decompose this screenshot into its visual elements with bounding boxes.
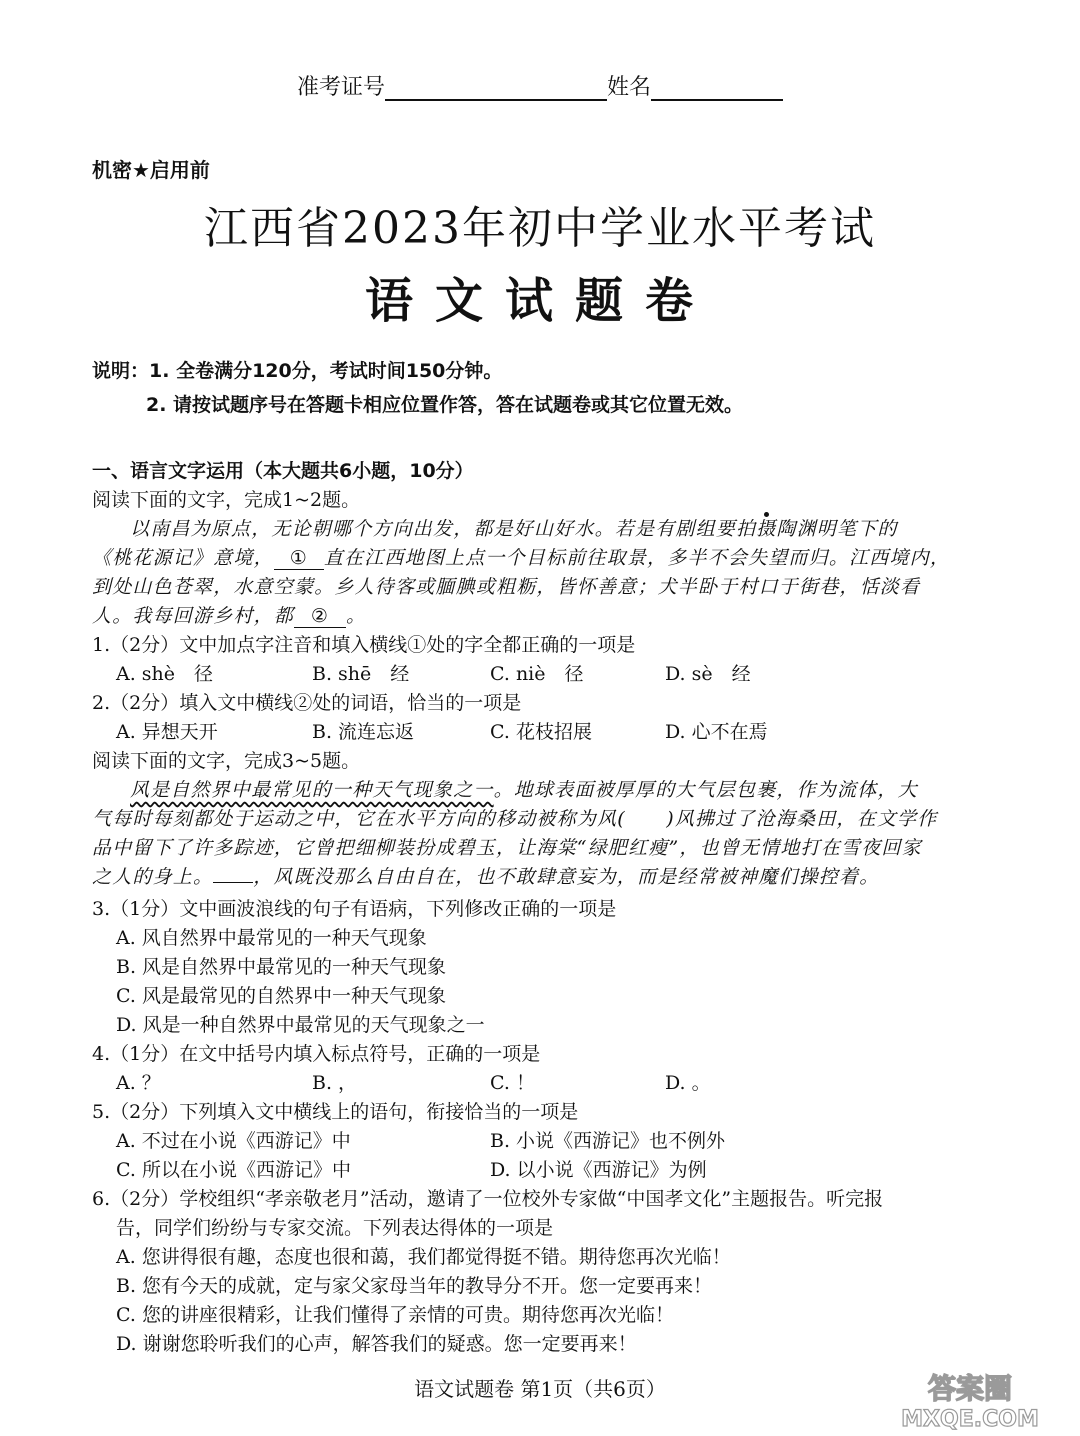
passage2-line-3: 品中留下了许多踪迹，它曾把细柳装扮成碧玉，让海棠“绿肥红瘦”，也曾无情地打在雪夜回家 (92, 837, 922, 859)
question-6-stem-line-1: 6.（2分）学校组织“孝亲敬老月”活动，邀请了一位校外专家做“中国孝文化”主题报告。听完报 (92, 1188, 884, 1210)
blank-1: ① (274, 547, 324, 570)
q2-option-c[interactable]: C. 花枝招展 (490, 721, 592, 743)
watermark-text-1: 答案圈 (927, 1372, 1013, 1405)
q4-option-a[interactable]: A. ？ (116, 1072, 161, 1094)
instructions-prefix: 说明： (92, 360, 150, 382)
reading-instruction-1: 阅读下面的文字，完成1~2题。 (92, 489, 361, 511)
page-footer: 语文试题卷 第1页（共6页） (414, 1377, 666, 1401)
question-3-stem: 3.（1分）文中画波浪线的句子有语病，下列修改正确的一项是 (92, 898, 617, 920)
q1-option-b[interactable]: B. shē 经 (312, 663, 410, 685)
passage2-text: ，风既没那么自由自在，也不敢肆意妄为，而是经常被神魔们操控着。 (253, 866, 880, 888)
passage1-text: 陶渊明笔下的 (776, 518, 898, 540)
paper-title: 语文试题卷 (364, 273, 715, 329)
question-4-stem: 4.（1分）在文中括号内填入标点符号，正确的一项是 (92, 1043, 541, 1065)
watermark-graphic (900, 1368, 1040, 1432)
passage2-line-2: 气每时每刻都处于运动之中，它在水平方向的移动被称为风( )风拂过了沧海桑田，在文学作 (92, 808, 938, 830)
q6-option-d[interactable]: D. 谢谢您聆听我们的心声，解答我们的疑惑。您一定要再来！ (116, 1333, 637, 1355)
name-label: 姓名 (607, 75, 652, 100)
q6-option-b[interactable]: B. 您有今天的成就，定与家父家母当年的教导分不开。您一定要再来！ (116, 1275, 713, 1297)
name-field[interactable] (651, 73, 783, 101)
reading-instruction-2: 阅读下面的文字，完成3~5题。 (92, 750, 361, 772)
question-6-stem-line-2: 告，同学们纷纷与专家交流。下列表达得体的一项是 (116, 1217, 554, 1239)
q3-option-c[interactable]: C. 风是最常见的自然界中一种天气现象 (116, 985, 446, 1007)
q2-option-b[interactable]: B. 流连忘返 (312, 721, 415, 743)
wavy-underlined-sentence: 风是自然界中最常见的一种天气现象之一 (130, 779, 494, 801)
passage1-line-4 (92, 601, 366, 628)
q3-option-d[interactable]: D. 风是一种自然界中最常见的天气现象之一 (116, 1014, 485, 1036)
watermark-logo (900, 1368, 1040, 1432)
candidate-info-line (0, 70, 1080, 101)
q1-option-a[interactable]: A. shè 径 (116, 663, 214, 685)
passage1-text: 以南昌为原点，无论朝哪个方向出发，都是好山好水。若是有剧组要拍 (130, 518, 757, 540)
passage1-text: 《桃花源记》意境， (92, 547, 274, 569)
q2-option-d[interactable]: D. 心不在焉 (665, 721, 768, 743)
passage1-line-1 (130, 514, 898, 541)
dotted-character: 摄 (756, 518, 777, 540)
passage1-line-3: 到处山色苍翠，水意空蒙。乡人待客或腼腆或粗粝，皆怀善意；犬半卧于村口于街巷，恬淡看 (92, 576, 921, 598)
instructions-line-1 (92, 356, 502, 383)
q3-option-b[interactable]: B. 风是自然界中最常见的一种天气现象 (116, 956, 447, 978)
passage1-text: 直在江西地图上点一个目标前往取景，多半不会失望而归。江西境内， (323, 547, 951, 569)
blank-3 (213, 882, 253, 883)
secret-mark: 机密★启用前 (92, 158, 210, 182)
q5-option-d[interactable]: D. 以小说《西游记》为例 (490, 1159, 707, 1181)
question-1-stem: 1.（2分）文中加点字注音和填入横线①处的字全都正确的一项是 (92, 634, 636, 656)
q4-option-c[interactable]: C. ！ (490, 1072, 535, 1094)
exam-title: 江西省2023年初中学业水平考试 (204, 203, 876, 254)
q6-option-a[interactable]: A. 您讲得很有趣，态度也很和蔼，我们都觉得挺不错。期待您再次光临！ (116, 1246, 731, 1268)
q6-option-c[interactable]: C. 您的讲座很精彩，让我们懂得了亲情的可贵。期待您再次光临！ (116, 1304, 674, 1326)
watermark-text-2: MXQE.COM (901, 1407, 1039, 1432)
passage2-text: 之人的身上。 (92, 866, 214, 888)
q4-option-b[interactable]: B. ， (312, 1072, 358, 1094)
passage2-text: 。地球表面被厚厚的大气层包裹，作为流体，大 (493, 779, 918, 801)
question-5-stem: 5.（2分）下列填入文中横线上的语句，衔接恰当的一项是 (92, 1101, 579, 1123)
q5-option-a[interactable]: A. 不过在小说《西游记》中 (116, 1130, 351, 1152)
q1-option-d[interactable]: D. sè 经 (665, 663, 751, 685)
passage1-text: 人。我每回游乡村，都 (92, 605, 295, 627)
q1-option-c[interactable]: C. niè 径 (490, 663, 584, 685)
passage2-line-4 (92, 862, 879, 889)
q4-option-d[interactable]: D. 。 (665, 1072, 711, 1094)
passage2-line-1 (130, 775, 918, 802)
instruction-item-1: 1. 全卷满分120分，考试时间150分钟。 (149, 360, 503, 382)
admission-number-label: 准考证号 (296, 75, 385, 100)
passage1-line-2 (92, 543, 950, 570)
section-heading: 一、语言文字运用（本大题共6小题，10分） (92, 460, 474, 482)
q5-option-c[interactable]: C. 所以在小说《西游记》中 (116, 1159, 351, 1181)
passage1-text: 。 (346, 605, 367, 627)
instruction-item-2: 2. 请按试题序号在答题卡相应位置作答，答在试题卷或其它位置无效。 (146, 394, 744, 416)
q3-option-a[interactable]: A. 风自然界中最常见的一种天气现象 (116, 927, 427, 949)
blank-2: ② (294, 605, 346, 628)
question-2-stem: 2.（2分）填入文中横线②处的词语，恰当的一项是 (92, 692, 522, 714)
q2-option-a[interactable]: A. 异想天开 (116, 721, 218, 743)
q5-option-b[interactable]: B. 小说《西游记》也不例外 (490, 1130, 726, 1152)
admission-number-field[interactable] (385, 73, 607, 101)
